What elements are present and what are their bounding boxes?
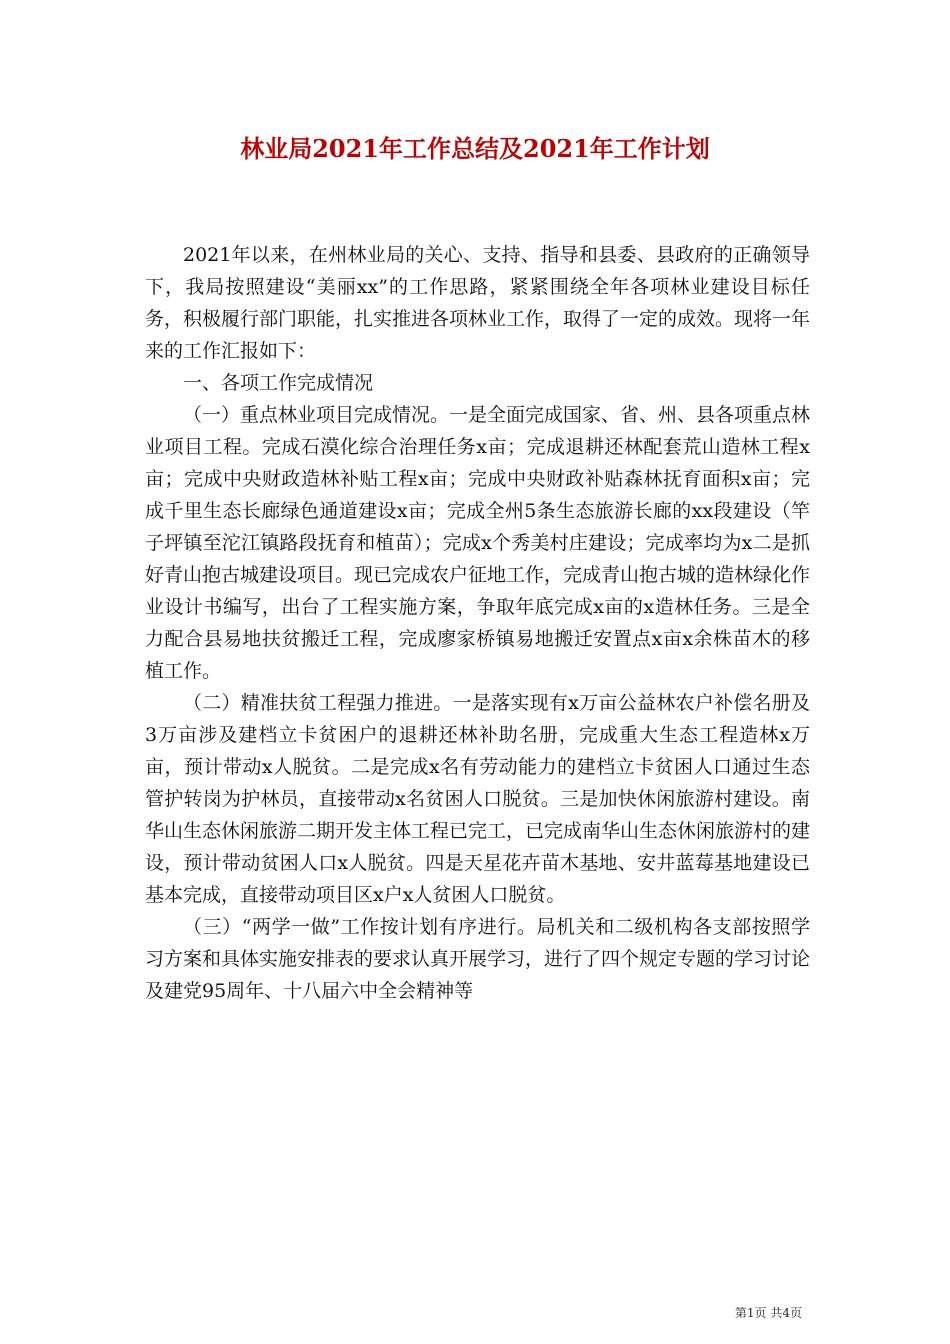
paragraph-key-projects: （一）重点林业项目完成情况。一是全面完成国家、省、州、县各项重点林业项目工程。完成石漠化综合治理任务x亩；完成退耕还林配套荒山造林工程x亩；完成中央财政造林补贴工程x亩；完成中央财政补贴森林抚育面积x亩；完成千里生态长廊绿色通道建设x亩；完成全州5条生态旅游长廊的xx段建设（竿子坪镇至沱江镇路段抚育和植苗）；完成x个秀美村庄建设；完成率均为x二是抓好青山抱古城建设项目。现已完成农户征地工作，完成青山抱古城的造林绿化作业设计书编写，出台了工程实施方案，争取年底完成x亩的x造林任务。三是全力配合县易地扶贫搬迁工程，完成廖家桥镇易地搬迁安置点x亩x余株苗木的移植工作。 [145,404,811,682]
document-body [145,239,810,1007]
section-heading: 一、各项工作完成情况 [183,372,374,394]
paragraph-poverty-alleviation: （二）精准扶贫工程强力推进。一是落实现有x万亩公益林农户补偿名册及3万亩涉及建档立卡贫困户的退耕还林补助名册，完成重大生态工程造林x万亩，预计带动x人脱贫。二是完成x名有劳动能力的建档立卡贫困人口通过生态管护转岗为护林员，直接带动x名贫困人口脱贫。三是加快休闲旅游村建设。南华山生态休闲旅游二期开发主体工程已完工，已完成南华山生态休闲旅游村的建设，预计带动贫困人口x人脱贫。四是天星花卉苗木基地、安井蓝莓基地建设已基本完成，直接带动项目区x户x人贫困人口脱贫。 [145,692,811,906]
intro-paragraph: 2021年以来，在州林业局的关心、支持、指导和县委、县政府的正确领导下，我局按照建设“美丽xx”的工作思路，紧紧围绕全年各项林业建设目标任务，积极履行部门职能，扎实推进各项林业工作，取得了一定的成效。现将一年来的工作汇报如下： [145,244,811,362]
paragraph-study-program: （三）“两学一做”工作按计划有序进行。局机关和二级机构各支部按照学习方案和具体实施安排表的要求认真开展学习，进行了四个规定专题的学习讨论及建党95周年、十八届六中全会精神等 [145,916,811,1002]
page-footer: 第1页 共4页 [734,1306,802,1320]
document-title: 林业局2021年工作总结及2021年工作计划 [240,134,710,163]
